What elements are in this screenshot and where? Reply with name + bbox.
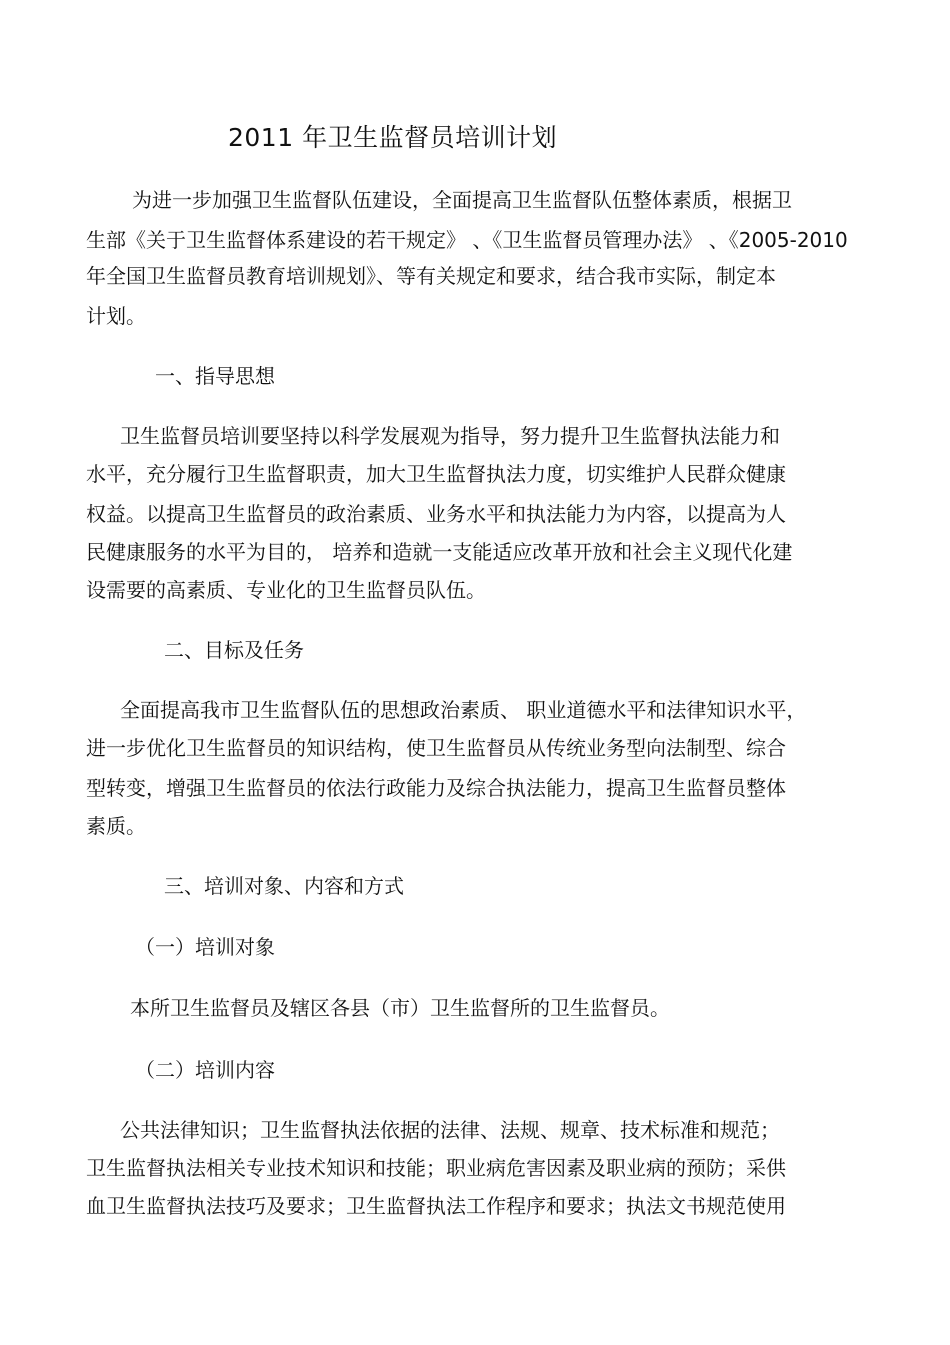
section2-line-4: 素质。: [86, 814, 146, 838]
subsection2-line-1: 公共法律知识；卫生监督执法依据的法律、法规、规章、技术标准和规范；: [120, 1118, 780, 1142]
section1-line-2: 水平，充分履行卫生监督职责，加大卫生监督执法力度，切实维护人民群众健康: [86, 462, 786, 486]
section1-line-3: 权益。以提高卫生监督员的政治素质、业务水平和执法能力为内容，以提高为人: [86, 502, 786, 526]
document-title: 2011 年卫生监督员培训计划: [228, 123, 558, 152]
section1-line-4: 民健康服务的水平为目的， 培养和造就一支能适应改革开放和社会主义现代化建: [86, 540, 793, 564]
section2-heading: 二、目标及任务: [164, 638, 304, 662]
section2-line-2: 进一步优化卫生监督员的知识结构，使卫生监督员从传统业务型向法制型、综合: [86, 736, 786, 760]
section2-line-1: 全面提高我市卫生监督队伍的思想政治素质、 职业道德水平和法律知识水平，: [120, 698, 807, 722]
subsection2-line-2: 卫生监督执法相关专业技术知识和技能；职业病危害因素及职业病的预防；采供: [86, 1156, 786, 1180]
section2-line-3: 型转变，增强卫生监督员的依法行政能力及综合执法能力，提高卫生监督员整体: [86, 776, 786, 800]
subsection1-heading: （一）培训对象: [135, 935, 275, 959]
subsection2-line-3: 血卫生监督执法技巧及要求；卫生监督执法工作程序和要求；执法文书规范使用: [86, 1194, 786, 1218]
intro-line-2: 生部《关于卫生监督体系建设的若干规定》 、《卫生监督员管理办法》 、《2005-2010: [86, 228, 848, 252]
intro-line-3: 年全国卫生监督员教育培训规划》、等有关规定和要求，结合我市实际，制定本: [86, 264, 776, 288]
subsection2-heading: （二）培训内容: [135, 1058, 275, 1082]
section1-heading: 一、指导思想: [155, 364, 275, 388]
section1-line-1: 卫生监督员培训要坚持以科学发展观为指导，努力提升卫生监督执法能力和: [120, 424, 780, 448]
subsection1-body: 本所卫生监督员及辖区各县（市）卫生监督所的卫生监督员。: [130, 996, 670, 1020]
section1-line-5: 设需要的高素质、专业化的卫生监督员队伍。: [86, 578, 486, 602]
intro-line-1: 为进一步加强卫生监督队伍建设，全面提高卫生监督队伍整体素质，根据卫: [132, 188, 792, 212]
section3-heading: 三、培训对象、内容和方式: [164, 874, 404, 898]
intro-line-4: 计划。: [86, 304, 146, 328]
